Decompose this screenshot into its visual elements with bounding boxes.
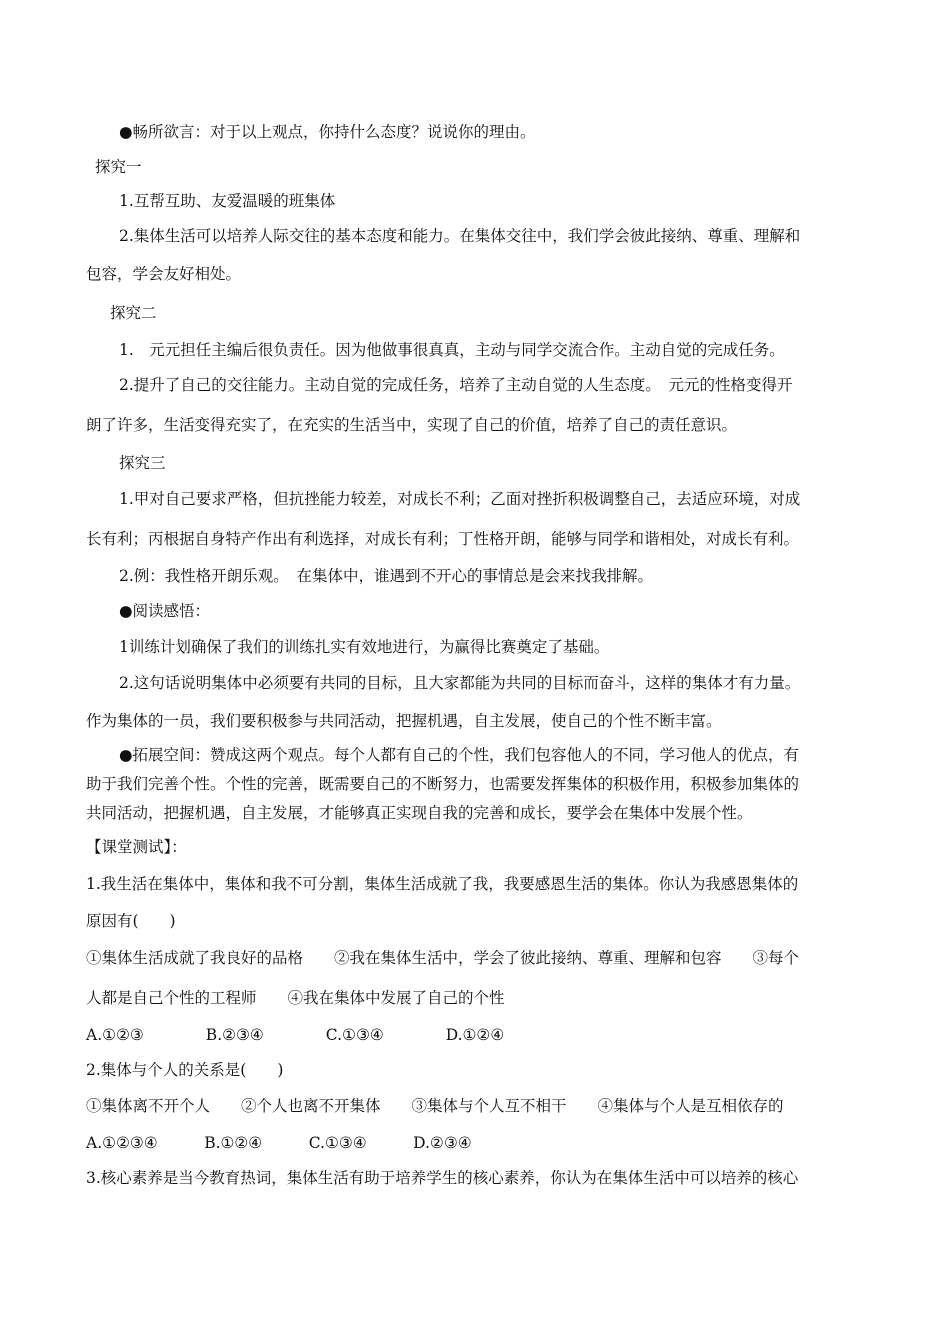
question-text: 原因有( ) <box>86 912 176 930</box>
text-line: 助于我们完善个性。个性的完善，既需要自己的不断努力，也需要发挥集体的积极作用，积极参加集体的 <box>86 775 800 793</box>
option-line: ①集体离不开个人 ②个人也离不开集体 ③集体与个人互不相干 ④集体与个人是互相依存的 <box>86 1097 784 1115</box>
text-line: 1.甲对自己要求严格，但抗挫能力较差，对成长不利；乙面对挫折积极调整自己，去适应环境，对成 <box>119 490 801 508</box>
question-text: 2.集体与个人的关系是( ) <box>86 1061 284 1079</box>
text-line: 1. 元元担任主编后很负责任。因为他做事很真真，主动与同学交流合作。主动自觉的完成任务。 <box>119 341 785 359</box>
text-line: 2.这句话说明集体中必须要有共同的目标，且大家都能为共同的目标而奋斗，这样的集体才有力量。 <box>119 674 801 692</box>
text-line: 1训练计划确保了我们的训练扎实有效地进行，为赢得比赛奠定了基础。 <box>119 638 610 656</box>
text-line: 2.例：我性格开朗乐观。 在集体中，谁遇到不开心的事情总是会来找我排解。 <box>119 567 654 585</box>
option-line: 人都是自己个性的工程师 ④我在集体中发展了自己的个性 <box>86 989 505 1007</box>
text-line: 包容，学会友好相处。 <box>86 265 242 283</box>
text-line: ●畅所欲言：对于以上观点，你持什么态度？说说你的理由。 <box>119 123 536 141</box>
text-line: ●阅读感悟： <box>119 602 211 620</box>
text-line: 2.集体生活可以培养人际交往的基本态度和能力。在集体交往中，我们学会彼此接纳、尊重、理解和 <box>119 227 801 245</box>
section-heading: 探究一 <box>95 158 142 176</box>
section-heading: 【课堂测试】： <box>86 838 187 856</box>
text-line: ●拓展空间：赞成这两个观点。每个人都有自己的个性，我们包容他人的不同，学习他人的优点，有 <box>119 746 800 764</box>
option-line: ①集体生活成就了我良好的品格 ②我在集体生活中，学会了彼此接纳、尊重、理解和包容 ③每个 <box>86 949 800 967</box>
text-line: 2.提升了自己的交往能力。主动自觉的完成任务，培养了主动自觉的人生态度。 元元的性格变得开 <box>119 376 793 394</box>
text-line: 共同活动，把握机遇，自主发展，才能够真正实现自我的完善和成长，要学会在集体中发展个性。 <box>86 804 753 822</box>
text-line: 1.互帮互助、友爱温暖的班集体 <box>119 192 336 210</box>
section-heading: 探究三 <box>119 454 166 472</box>
section-heading: 探究二 <box>110 304 157 322</box>
question-text: 3.核心素养是当今教育热词，集体生活有助于培养学生的核心素养，你认为在集体生活中可以培养的核心 <box>86 1169 799 1187</box>
text-line: 作为集体的一员，我们要积极参与共同活动，把握机遇，自主发展，使自己的个性不断丰富。 <box>86 712 722 730</box>
answer-choices: A.①②③ B.②③④ C.①③④ D.①②④ <box>86 1026 505 1044</box>
text-line: 长有利；丙根据自身特产作出有利选择，对成长有利；丁性格开朗，能够与同学和谐相处，对成长有利。 <box>86 530 800 548</box>
text-line: 朗了许多，生活变得充实了，在充实的生活当中，实现了自己的价值，培养了自己的责任意识。 <box>86 416 738 434</box>
question-text: 1.我生活在集体中，集体和我不可分割，集体生活成就了我，我要感恩生活的集体。你认为我感恩集体的 <box>86 875 799 893</box>
answer-choices: A.①②③④ B.①②④ C.①③④ D.②③④ <box>86 1134 472 1152</box>
